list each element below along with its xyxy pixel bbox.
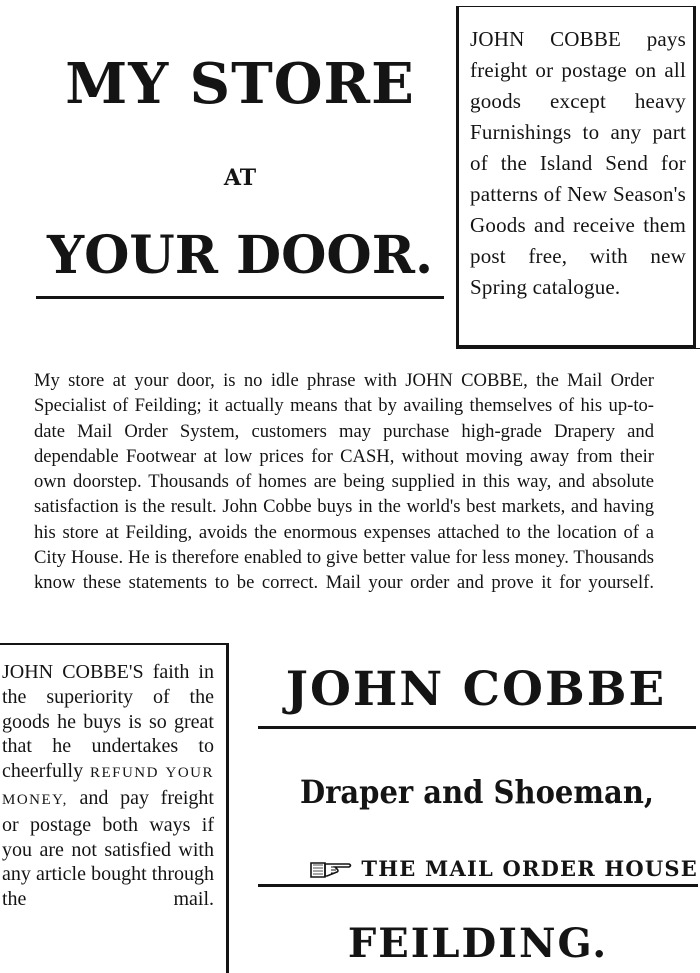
store-name-rule	[258, 726, 696, 729]
freight-note-rule	[456, 348, 700, 349]
headline-at: AT	[223, 165, 257, 191]
store-tagline	[258, 850, 698, 886]
refund-note	[2, 660, 214, 912]
store-name: JOHN COBBE	[285, 662, 667, 717]
store-tagline-text: THE MAIL ORDER HOUSE	[361, 855, 698, 881]
headline-my-store: MY STORE	[65, 51, 415, 117]
headline-underline	[36, 296, 444, 299]
store-trade: Draper and Shoeman,	[299, 773, 655, 811]
refund-note-intro: JOHN COBBE'S faith in the superiority of the goods he buys is so great that he undertakes to cheerfully	[2, 661, 214, 783]
body-paragraph: My store at your door, is no idle phrase with JOHN COBBE, the Mail Order Specialist of Feilding; it actually means that by availing themselves of his up-to-date Mail Order System, customers may purchase high-grade Drapery and dependable Footwear at low prices for CASH, without moving away from their own doorstep. Thousands of homes are being supplied in this way, and absolute satisfaction is the result. John Cobbe buys in the world's best markets, and having his store at Feilding, avoids the enormous expenses attached to the location of a City House. He is therefore enabled to give better value for less money. Thousands know these statements to be correct. Mail your order and prove it for yourself.	[34, 370, 654, 594]
refund-column-top-rule	[0, 643, 228, 645]
store-tagline-rule	[258, 884, 698, 887]
refund-note-emphasis: REFUND YOUR MONEY,	[2, 765, 214, 808]
refund-note-rest: and pay freight or postage both ways if you are not satisfied with any article bought through the mail.	[2, 786, 214, 911]
freight-note-text: JOHN COBBE pays freight or postage on all goods except heavy Furnishings to any part of the Island Send for patterns of New Season's Goods and receive them post free, with new Spring catalogue.	[470, 27, 686, 299]
headline-your-door: YOUR DOOR.	[46, 225, 434, 286]
pointing-hand-icon	[309, 855, 353, 881]
store-town: FEILDING.	[347, 920, 609, 967]
refund-column-side-rule	[226, 643, 229, 973]
